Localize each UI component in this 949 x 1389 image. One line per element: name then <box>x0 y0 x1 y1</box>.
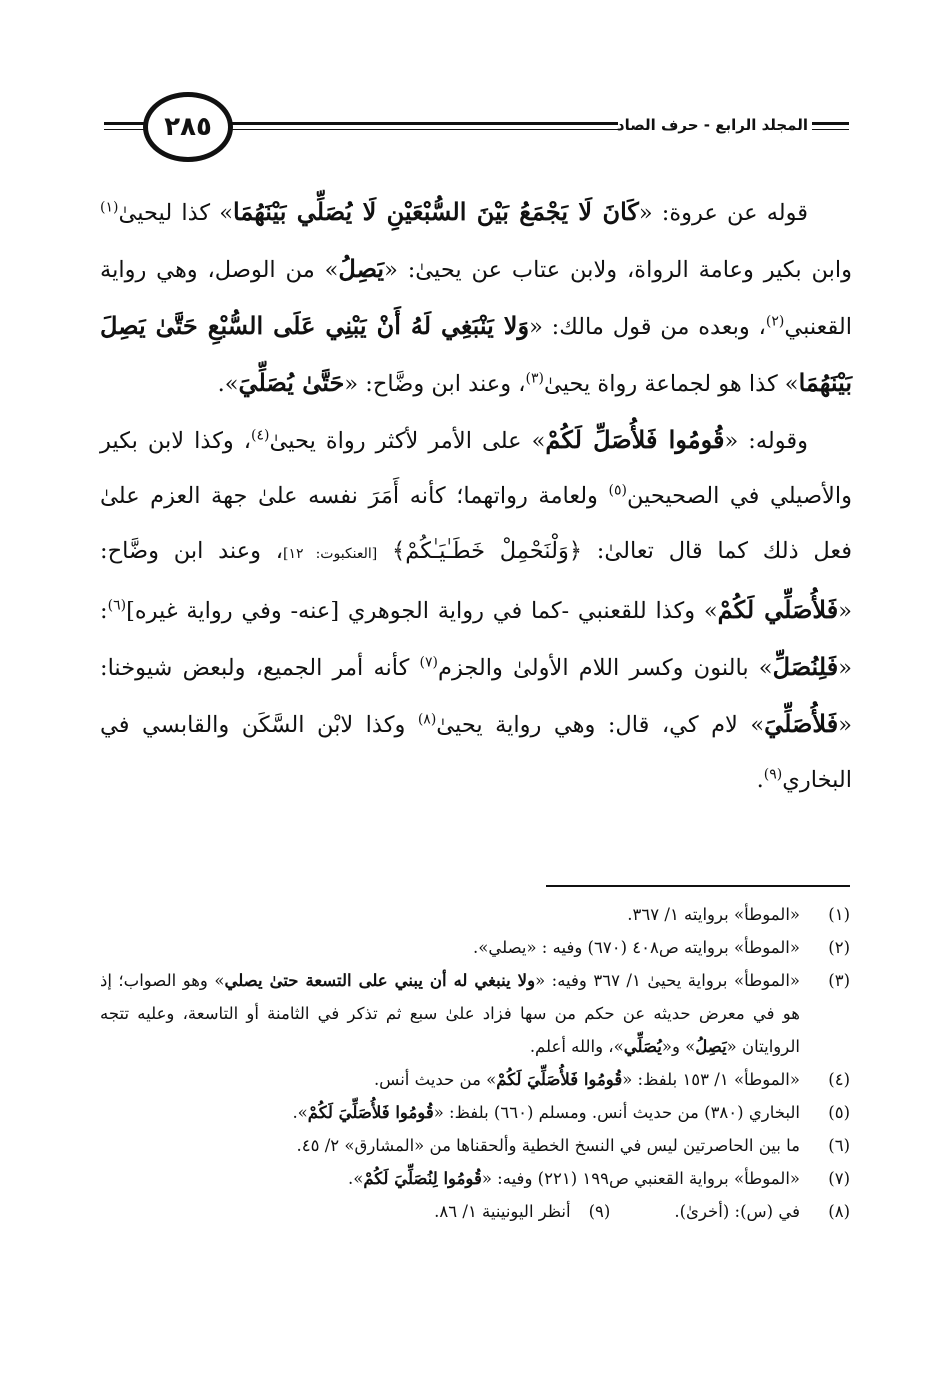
footnote-number: (٢) <box>828 938 850 957</box>
main-text <box>100 184 852 808</box>
header-rule <box>104 122 148 125</box>
footnote-item <box>100 1063 850 1096</box>
text-run: : « <box>100 598 852 681</box>
footnote-text <box>100 1063 800 1096</box>
text-run: » من حديث أنس. <box>373 1070 497 1089</box>
paragraph-1 <box>100 184 852 412</box>
quote-bold: قُومُوا فَلأُصَلِّيَ لَكُمْ <box>307 1103 434 1122</box>
text-run: «الموطأ» برواية القعنبي ص١٩٩ (٢٢١) وفيه: « <box>481 1169 800 1188</box>
footnote-ref[interactable]: (٢) <box>765 313 785 330</box>
footnote-ref[interactable]: (٣) <box>525 370 544 387</box>
footnote-ref[interactable]: (٥) <box>608 482 627 499</box>
text-run: قوله عن عروة: « <box>638 200 808 226</box>
text-run: وكذا لابْن السَّكَن والقابسي في البخاري <box>100 712 852 793</box>
footnote-item <box>100 898 850 931</box>
quote-bold: قُومُوا لِنُصَلِّيَ لَكُمْ <box>363 1169 482 1188</box>
text-run: في (س): (أخرىٰ). <box>674 1202 800 1221</box>
footnote-item <box>100 964 850 1063</box>
text-run: ». <box>347 1169 364 1188</box>
footnotes <box>100 898 850 1228</box>
hadith-quote: فَلِنُصَلِّ <box>772 652 839 681</box>
text-run: ولعامة رواتهما؛ كأنه أَمَرَ نفسه علىٰ جهة العزم علىٰ فعل ذلك كما قال تعالىٰ: ﴿ <box>100 483 852 564</box>
text-run: . <box>756 767 764 793</box>
paragraph-2 <box>100 412 852 808</box>
text-run: ، وكذا لابن بكير والأصيلي في الصحيحين <box>100 428 852 509</box>
footnote-number: (٩) <box>588 1202 611 1221</box>
footnote-text: ما بين الحاصرتين ليس في النسخ الخطية وألحقناها من «المشارق» ٢/ ٤٥. <box>296 1136 800 1155</box>
footnote-item-inline <box>434 1195 610 1228</box>
text-run: ». <box>292 1103 308 1122</box>
text-run: ». <box>217 371 239 397</box>
text-run: «الموطأ» ١/ ١٥٣ بلفظ: « <box>622 1070 800 1089</box>
header-rule <box>228 122 618 125</box>
hadith-quote: كَانَ لَا يَجْمَعُ بَيْنَ السُّبْعَيْنِ لَا يُصَلِّي بَيْنَهُمَا <box>233 197 639 226</box>
footnote-text: «الموطأ» بروايته ١/ ٣٦٧. <box>627 905 800 924</box>
footnote-text <box>100 1195 800 1228</box>
footnote-item <box>100 931 850 964</box>
text-run: كأنه أمر الجميع، ولبعض شيوخنا: « <box>100 655 852 738</box>
text-run: » من الوصل، وهي رواية القعنبي <box>100 257 852 340</box>
footnote-text <box>100 1096 800 1129</box>
quote-bold: قُومُوا فَلأُصَلِّيَ لَكُمْ <box>496 1070 623 1089</box>
footnote-number: (٥) <box>828 1103 850 1122</box>
footnote-separator <box>546 885 850 887</box>
header-rule <box>812 129 849 130</box>
header-rule <box>812 122 849 125</box>
footnote-text <box>100 964 800 1063</box>
text-run: «الموطأ» برواية يحيىٰ ١/ ٣٦٧ وفيه: « <box>535 971 801 990</box>
text-run: » و« <box>661 1037 696 1056</box>
text-run: » لام كي، قال: وهي رواية يحيىٰ <box>436 712 765 738</box>
footnote-item <box>100 1096 850 1129</box>
quote-bold: ولا ينبغي له أن يبني على التسعة حتىٰ يصلي <box>224 971 536 990</box>
footnote-item <box>100 1162 850 1195</box>
footnote-item <box>100 1195 850 1228</box>
text-run: »، والله أعلم. <box>529 1037 624 1056</box>
text-run: ، وبعده من قول مالك: « <box>529 314 766 340</box>
text-run: » بالنون وكسر اللام الأولىٰ والجزم <box>438 655 773 681</box>
footnote-text <box>100 1162 800 1195</box>
text-run: » على الأمر لأكثر رواة يحيىٰ <box>269 428 546 454</box>
hadith-quote: يَصِلُ <box>338 254 385 283</box>
footnote-text: «الموطأ» بروايته ص٤٠٨ (٦٧٠) وفيه : «يصلي». <box>473 938 800 957</box>
hadith-quote: فَلأُصَلِّيَ <box>764 709 839 738</box>
text-run: وابن بكير وعامة الرواة، ولابن عتاب عن يحيىٰ: « <box>384 257 852 283</box>
footnote-number: (٦) <box>828 1136 850 1155</box>
footnote-ref[interactable]: (٤) <box>251 427 270 444</box>
hadith-quote: حَتَّىٰ يُصَلِّيَ <box>238 368 345 397</box>
footnote-number: (٤) <box>828 1070 850 1089</box>
footnote-ref[interactable]: (٩) <box>763 766 783 783</box>
text-run: » وهو الصواب؛ إذ هو في معرض حديثه عن حكم من سها فزاد علىٰ سبع ثم تذكر في الثامنة أو التاسعة، وعليه تتجه الروايتان « <box>100 971 800 1056</box>
hadith-quote: فَلأُصَلِّي لَكُمْ <box>717 595 839 624</box>
header-rule <box>228 129 618 130</box>
text-run: » كذا هو لجماعة رواة يحيىٰ <box>543 371 799 397</box>
footnote-number: (١) <box>828 905 850 924</box>
quote-bold: يُصَلِّي <box>623 1037 662 1056</box>
footnote-ref[interactable]: (٦) <box>107 597 127 614</box>
footnote-number: (٨) <box>828 1202 850 1221</box>
page-header <box>0 84 949 172</box>
hadith-quote: وَلا يَنْبَغِي لَهُ أَنْ يَبْنِي عَلَى السُّبْعِ حَتَّىٰ يَصِلَ بَيْنَهُمَا <box>100 311 852 397</box>
quran-verse: وَلْنَحْمِلْ خَطَـٰيَـٰكُمْ <box>405 538 569 564</box>
text-run: » كذا ليحيىٰ <box>118 200 234 226</box>
quran-citation: [العنكبوت: ١٢] <box>283 546 378 562</box>
text-run: ﴾ <box>377 538 406 564</box>
footnote-ref[interactable]: (٧) <box>419 654 439 671</box>
text-run: » وكذا للقعنبي -كما في رواية الجوهري [عنه- وفي رواية غيره] <box>126 598 718 624</box>
text-run: ، وعند ابن وضَّاح: « <box>100 538 852 624</box>
page-number: ٢٨٥ <box>143 92 233 162</box>
quote-bold: يَصِلُ <box>695 1037 727 1056</box>
header-rule <box>104 129 148 130</box>
footnote-ref[interactable]: (٨) <box>417 711 437 728</box>
running-title: المجلد الرابع - حرف الصاد <box>616 116 808 134</box>
footnote-item <box>100 1129 850 1162</box>
footnote-number: (٧) <box>828 1169 850 1188</box>
text-run: وقوله: « <box>724 428 808 454</box>
text-run: ، وعند ابن وضَّاح: « <box>344 371 526 397</box>
footnote-text: أنظر اليونينية ١/ ٨٦. <box>434 1202 571 1221</box>
text-run: البخاري (٣٨٠) من حديث أنس. ومسلم (٦٦٠) بلفظ: « <box>433 1103 800 1122</box>
hadith-quote: قُومُوا فَلأُصَلِّ لَكُمْ <box>545 425 725 454</box>
footnote-ref[interactable]: (١) <box>100 199 119 216</box>
footnote-number: (٣) <box>828 971 850 990</box>
